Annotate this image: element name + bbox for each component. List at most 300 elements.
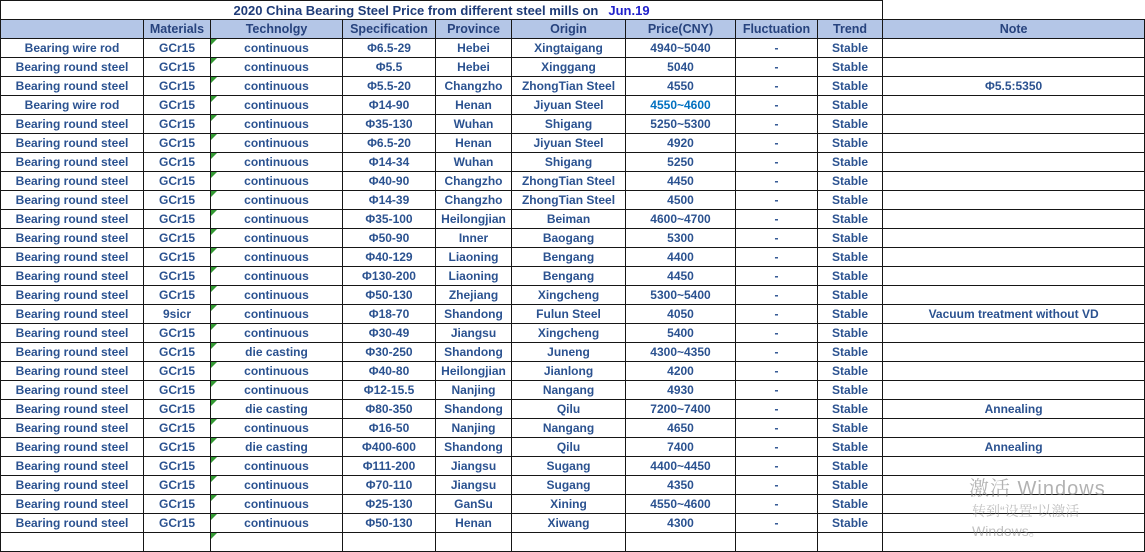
cell-technology — [211, 229, 343, 248]
cell-technology — [211, 533, 343, 552]
table-row — [1, 172, 1145, 191]
col-header-note: Note — [883, 20, 1145, 39]
activate-windows-watermark-line2: 转到“设置”以激活 Windows。 — [972, 503, 1080, 539]
cell-technology — [211, 476, 343, 495]
cell-note — [883, 229, 1145, 248]
cell-material: GCr15 — [144, 134, 211, 153]
cell-technology-text: continuous — [244, 478, 309, 492]
cell-province: Hebei — [436, 39, 512, 58]
cell-spec: Φ40-90 — [343, 172, 436, 191]
cell-material: GCr15 — [144, 229, 211, 248]
cell-trend: Stable — [818, 77, 883, 96]
cell-spec: Φ18-70 — [343, 305, 436, 324]
cell-spec: Φ5.5 — [343, 58, 436, 77]
cell-technology-text: continuous — [244, 307, 309, 321]
cell-technology — [211, 324, 343, 343]
cell-province: Inner — [436, 229, 512, 248]
cell-product: Bearing round steel — [1, 438, 144, 457]
col-header-trend: Trend — [818, 20, 883, 39]
cell-technology-text: continuous — [244, 459, 309, 473]
cell-note — [883, 495, 1145, 514]
cell-origin: Beiman — [512, 210, 626, 229]
table-row — [1, 115, 1145, 134]
cell-origin: ZhongTian Steel — [512, 77, 626, 96]
cell-material: GCr15 — [144, 343, 211, 362]
cell-product: Bearing round steel — [1, 286, 144, 305]
cell-price: 5040 — [626, 58, 736, 77]
cell-note — [883, 419, 1145, 438]
cell-price: 5300~5400 — [626, 286, 736, 305]
cell-fluctuation: - — [736, 286, 818, 305]
cell-origin: Xiwang — [512, 514, 626, 533]
cell-error-triangle-icon — [211, 172, 217, 178]
table-row — [1, 96, 1145, 115]
cell-price: 4400~4450 — [626, 457, 736, 476]
cell-province: Shandong — [436, 305, 512, 324]
cell-trend: Stable — [818, 457, 883, 476]
cell-note — [883, 362, 1145, 381]
cell-origin: Sugang — [512, 457, 626, 476]
cell-fluctuation: - — [736, 305, 818, 324]
cell-fluctuation: - — [736, 267, 818, 286]
cell-fluctuation: - — [736, 457, 818, 476]
cell-fluctuation: - — [736, 362, 818, 381]
cell-technology — [211, 172, 343, 191]
cell-fluctuation: - — [736, 77, 818, 96]
col-header-price: Price(CNY) — [626, 20, 736, 39]
cell-origin: Xingtaigang — [512, 39, 626, 58]
cell-product: Bearing wire rod — [1, 39, 144, 58]
cell-fluctuation: - — [736, 514, 818, 533]
cell-technology — [211, 267, 343, 286]
cell-fluctuation: - — [736, 476, 818, 495]
cell-province: Henan — [436, 96, 512, 115]
price-table-body — [1, 39, 1145, 552]
cell-note — [883, 457, 1145, 476]
cell-error-triangle-icon — [211, 438, 217, 444]
cell-product: Bearing round steel — [1, 362, 144, 381]
cell-fluctuation — [736, 533, 818, 552]
cell-trend: Stable — [818, 362, 883, 381]
cell-spec: Φ16-50 — [343, 419, 436, 438]
table-row — [1, 191, 1145, 210]
cell-province: Changzho — [436, 77, 512, 96]
cell-technology — [211, 58, 343, 77]
table-row — [1, 419, 1145, 438]
cell-price: 4500 — [626, 191, 736, 210]
cell-error-triangle-icon — [211, 191, 217, 197]
cell-trend: Stable — [818, 419, 883, 438]
cell-fluctuation: - — [736, 134, 818, 153]
cell-note — [883, 381, 1145, 400]
cell-province: Liaoning — [436, 248, 512, 267]
table-row — [1, 476, 1145, 495]
cell-error-triangle-icon — [211, 58, 217, 64]
cell-product: Bearing round steel — [1, 267, 144, 286]
cell-spec: Φ30-49 — [343, 324, 436, 343]
cell-material: GCr15 — [144, 58, 211, 77]
cell-product: Bearing round steel — [1, 305, 144, 324]
cell-product: Bearing round steel — [1, 514, 144, 533]
cell-spec: Φ50-90 — [343, 229, 436, 248]
table-row — [1, 400, 1145, 419]
cell-technology-text: continuous — [244, 516, 309, 530]
cell-material: GCr15 — [144, 77, 211, 96]
cell-technology-text: continuous — [244, 117, 309, 131]
cell-origin: Xingcheng — [512, 324, 626, 343]
cell-fluctuation: - — [736, 58, 818, 77]
cell-note — [883, 248, 1145, 267]
cell-product: Bearing round steel — [1, 134, 144, 153]
cell-note: Annealing — [883, 400, 1145, 419]
cell-material: GCr15 — [144, 514, 211, 533]
cell-price: 4450 — [626, 267, 736, 286]
cell-technology-text: continuous — [244, 212, 309, 226]
cell-price: 4550~4600 — [626, 495, 736, 514]
cell-price: 4050 — [626, 305, 736, 324]
cell-material: GCr15 — [144, 267, 211, 286]
cell-technology — [211, 362, 343, 381]
cell-fluctuation: - — [736, 39, 818, 58]
cell-error-triangle-icon — [211, 533, 217, 539]
cell-price: 5400 — [626, 324, 736, 343]
cell-product: Bearing round steel — [1, 419, 144, 438]
cell-technology-text: continuous — [244, 155, 309, 169]
cell-trend: Stable — [818, 267, 883, 286]
cell-technology-text: continuous — [244, 136, 309, 150]
cell-trend: Stable — [818, 134, 883, 153]
cell-origin: ZhongTian Steel — [512, 191, 626, 210]
cell-origin: Juneng — [512, 343, 626, 362]
cell-technology-text: continuous — [244, 193, 309, 207]
cell-price: 7200~7400 — [626, 400, 736, 419]
cell-spec: Φ70-110 — [343, 476, 436, 495]
cell-province: Jiangsu — [436, 457, 512, 476]
table-row — [1, 381, 1145, 400]
cell-note — [883, 286, 1145, 305]
activate-windows-watermark: 激活 Windows — [969, 478, 1106, 500]
cell-product: Bearing round steel — [1, 343, 144, 362]
cell-fluctuation: - — [736, 96, 818, 115]
cell-error-triangle-icon — [211, 229, 217, 235]
cell-technology — [211, 457, 343, 476]
cell-error-triangle-icon — [211, 305, 217, 311]
cell-technology-text: continuous — [244, 41, 309, 55]
cell-technology — [211, 39, 343, 58]
cell-price: 4300~4350 — [626, 343, 736, 362]
cell-spec: Φ130-200 — [343, 267, 436, 286]
cell-technology — [211, 153, 343, 172]
cell-error-triangle-icon — [211, 495, 217, 501]
cell-price: 4200 — [626, 362, 736, 381]
page-title — [1, 1, 883, 20]
cell-technology-text: continuous — [244, 60, 309, 74]
cell-material: GCr15 — [144, 115, 211, 134]
table-row — [1, 210, 1145, 229]
cell-technology — [211, 134, 343, 153]
cell-trend: Stable — [818, 96, 883, 115]
cell-fluctuation: - — [736, 495, 818, 514]
cell-error-triangle-icon — [211, 362, 217, 368]
cell-technology — [211, 343, 343, 362]
cell-note — [883, 134, 1145, 153]
table-row — [1, 248, 1145, 267]
cell-error-triangle-icon — [211, 343, 217, 349]
cell-trend: Stable — [818, 229, 883, 248]
cell-technology-text: continuous — [244, 79, 309, 93]
cell-material: GCr15 — [144, 381, 211, 400]
cell-product: Bearing round steel — [1, 58, 144, 77]
cell-spec: Φ400-600 — [343, 438, 436, 457]
cell-origin: Xingcheng — [512, 286, 626, 305]
col-header-product — [1, 20, 144, 39]
cell-error-triangle-icon — [211, 96, 217, 102]
cell-product: Bearing round steel — [1, 381, 144, 400]
cell-product: Bearing round steel — [1, 210, 144, 229]
table-row — [1, 362, 1145, 381]
cell-price: 4450 — [626, 172, 736, 191]
cell-province: Shandong — [436, 400, 512, 419]
col-header-province: Province — [436, 20, 512, 39]
cell-trend: Stable — [818, 210, 883, 229]
cell-trend: Stable — [818, 495, 883, 514]
cell-fluctuation: - — [736, 248, 818, 267]
cell-spec: Φ40-129 — [343, 248, 436, 267]
cell-origin: Qilu — [512, 400, 626, 419]
cell-product: Bearing round steel — [1, 400, 144, 419]
cell-technology-text: die casting — [245, 345, 308, 359]
cell-error-triangle-icon — [211, 381, 217, 387]
cell-error-triangle-icon — [211, 400, 217, 406]
table-row — [1, 58, 1145, 77]
cell-note — [883, 343, 1145, 362]
cell-fluctuation: - — [736, 324, 818, 343]
cell-technology-text: continuous — [244, 98, 309, 112]
cell-note — [883, 324, 1145, 343]
cell-fluctuation: - — [736, 419, 818, 438]
table-row — [1, 343, 1145, 362]
cell-fluctuation: - — [736, 191, 818, 210]
cell-province: Wuhan — [436, 153, 512, 172]
cell-technology-text: continuous — [244, 269, 309, 283]
cell-material: GCr15 — [144, 362, 211, 381]
cell-price: 5250 — [626, 153, 736, 172]
cell-technology — [211, 400, 343, 419]
cell-fluctuation: - — [736, 153, 818, 172]
cell-origin — [512, 533, 626, 552]
cell-province: Jiangsu — [436, 324, 512, 343]
table-row — [1, 514, 1145, 533]
cell-fluctuation: - — [736, 343, 818, 362]
col-header-specification: Specification — [343, 20, 436, 39]
cell-origin: Jianlong — [512, 362, 626, 381]
table-row — [1, 39, 1145, 58]
cell-product: Bearing round steel — [1, 457, 144, 476]
cell-note — [883, 267, 1145, 286]
cell-origin: Fulun Steel — [512, 305, 626, 324]
cell-note — [883, 210, 1145, 229]
cell-technology-text: continuous — [244, 383, 309, 397]
cell-spec: Φ14-34 — [343, 153, 436, 172]
cell-material: GCr15 — [144, 172, 211, 191]
cell-technology — [211, 210, 343, 229]
cell-province: Nanjing — [436, 381, 512, 400]
cell-note — [883, 153, 1145, 172]
cell-origin: Baogang — [512, 229, 626, 248]
cell-province: Henan — [436, 514, 512, 533]
cell-trend: Stable — [818, 153, 883, 172]
cell-product: Bearing round steel — [1, 476, 144, 495]
cell-spec: Φ5.5-20 — [343, 77, 436, 96]
table-row — [1, 457, 1145, 476]
cell-technology — [211, 77, 343, 96]
cell-province: Heilongjian — [436, 362, 512, 381]
cell-error-triangle-icon — [211, 457, 217, 463]
cell-note — [883, 191, 1145, 210]
cell-material: GCr15 — [144, 248, 211, 267]
cell-technology-text: continuous — [244, 231, 309, 245]
cell-province: Henan — [436, 134, 512, 153]
cell-province: Shandong — [436, 343, 512, 362]
cell-product: Bearing round steel — [1, 191, 144, 210]
cell-technology — [211, 286, 343, 305]
cell-fluctuation: - — [736, 381, 818, 400]
cell-province: Liaoning — [436, 267, 512, 286]
cell-origin: Shigang — [512, 115, 626, 134]
cell-origin: Nangang — [512, 419, 626, 438]
cell-fluctuation: - — [736, 229, 818, 248]
cell-material: GCr15 — [144, 39, 211, 58]
cell-province: Changzho — [436, 172, 512, 191]
cell-trend: Stable — [818, 381, 883, 400]
cell-price: 4920 — [626, 134, 736, 153]
cell-note — [883, 39, 1145, 58]
cell-error-triangle-icon — [211, 115, 217, 121]
cell-technology — [211, 115, 343, 134]
cell-origin: Xinggang — [512, 58, 626, 77]
cell-fluctuation: - — [736, 210, 818, 229]
cell-material: GCr15 — [144, 324, 211, 343]
table-row — [1, 495, 1145, 514]
cell-note — [883, 533, 1145, 552]
cell-price: 7400 — [626, 438, 736, 457]
cell-error-triangle-icon — [211, 476, 217, 482]
cell-price: 4400 — [626, 248, 736, 267]
cell-product: Bearing wire rod — [1, 96, 144, 115]
cell-trend: Stable — [818, 58, 883, 77]
cell-spec: Φ30-250 — [343, 343, 436, 362]
cell-technology-text: die casting — [245, 440, 308, 454]
cell-province: Zhejiang — [436, 286, 512, 305]
cell-error-triangle-icon — [211, 39, 217, 45]
cell-material: GCr15 — [144, 286, 211, 305]
cell-note — [883, 172, 1145, 191]
cell-origin: Jiyuan Steel — [512, 96, 626, 115]
cell-material: GCr15 — [144, 400, 211, 419]
cell-product: Bearing round steel — [1, 77, 144, 96]
cell-price: 4300 — [626, 514, 736, 533]
cell-spec: Φ35-130 — [343, 115, 436, 134]
cell-trend: Stable — [818, 172, 883, 191]
cell-spec: Φ80-350 — [343, 400, 436, 419]
cell-material — [144, 533, 211, 552]
cell-spec: Φ50-130 — [343, 514, 436, 533]
cell-trend: Stable — [818, 286, 883, 305]
title-date: Jun.19 — [608, 2, 650, 18]
cell-spec: Φ50-130 — [343, 286, 436, 305]
cell-material: GCr15 — [144, 495, 211, 514]
cell-origin: Bengang — [512, 248, 626, 267]
cell-note: Annealing — [883, 438, 1145, 457]
cell-spec: Φ6.5-29 — [343, 39, 436, 58]
cell-origin: Bengang — [512, 267, 626, 286]
cell-fluctuation: - — [736, 172, 818, 191]
cell-material: GCr15 — [144, 476, 211, 495]
cell-technology-text: die casting — [245, 402, 308, 416]
table-row — [1, 324, 1145, 343]
cell-province: Hebei — [436, 58, 512, 77]
cell-origin: Shigang — [512, 153, 626, 172]
cell-price: 4940~5040 — [626, 39, 736, 58]
cell-province: Heilongjian — [436, 210, 512, 229]
col-header-materials: Materials — [144, 20, 211, 39]
cell-error-triangle-icon — [211, 324, 217, 330]
cell-trend: Stable — [818, 39, 883, 58]
table-row — [1, 77, 1145, 96]
cell-error-triangle-icon — [211, 419, 217, 425]
cell-note — [883, 514, 1145, 533]
cell-note — [883, 58, 1145, 77]
cell-material: GCr15 — [144, 457, 211, 476]
cell-trend: Stable — [818, 305, 883, 324]
header-row — [1, 20, 1145, 39]
cell-technology — [211, 438, 343, 457]
col-header-origin: Origin — [512, 20, 626, 39]
cell-error-triangle-icon — [211, 77, 217, 83]
cell-technology — [211, 419, 343, 438]
cell-trend: Stable — [818, 115, 883, 134]
cell-material: GCr15 — [144, 153, 211, 172]
cell-fluctuation: - — [736, 400, 818, 419]
cell-price: 4930 — [626, 381, 736, 400]
cell-material: 9sicr — [144, 305, 211, 324]
cell-price: 5250~5300 — [626, 115, 736, 134]
cell-province: Jiangsu — [436, 476, 512, 495]
cell-province: Shandong — [436, 438, 512, 457]
cell-price: 4550 — [626, 77, 736, 96]
cell-origin: Qilu — [512, 438, 626, 457]
cell-spec: Φ12-15.5 — [343, 381, 436, 400]
cell-error-triangle-icon — [211, 286, 217, 292]
cell-material: GCr15 — [144, 191, 211, 210]
cell-technology — [211, 305, 343, 324]
cell-error-triangle-icon — [211, 248, 217, 254]
cell-spec: Φ25-130 — [343, 495, 436, 514]
cell-product: Bearing round steel — [1, 115, 144, 134]
cell-technology — [211, 191, 343, 210]
cell-technology — [211, 495, 343, 514]
cell-technology-text: continuous — [244, 250, 309, 264]
cell-trend: Stable — [818, 476, 883, 495]
cell-province: Changzho — [436, 191, 512, 210]
cell-material: GCr15 — [144, 210, 211, 229]
cell-product — [1, 533, 144, 552]
cell-spec: Φ14-90 — [343, 96, 436, 115]
cell-price — [626, 533, 736, 552]
cell-technology-text: continuous — [244, 421, 309, 435]
cell-trend: Stable — [818, 324, 883, 343]
cell-origin: ZhongTian Steel — [512, 172, 626, 191]
